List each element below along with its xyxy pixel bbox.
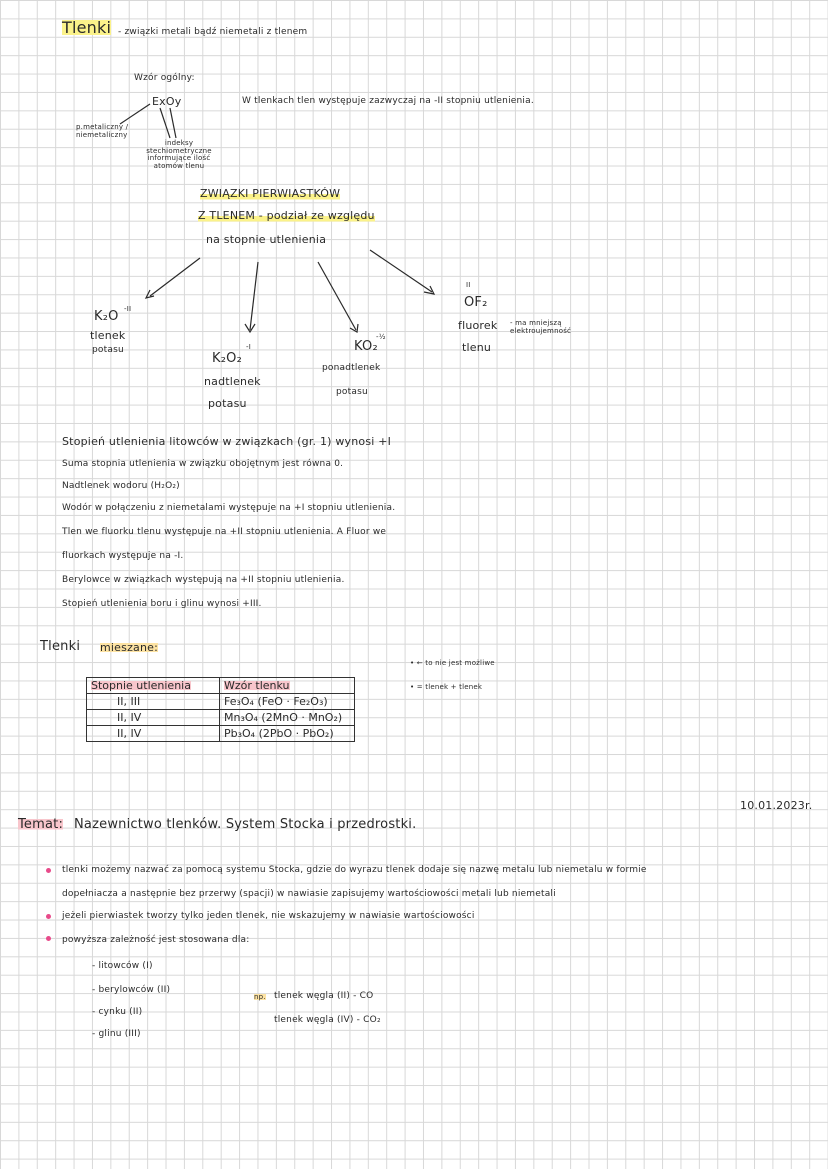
table-cell: Mn₃O₄ (2MnO · MnO₂) [220,710,355,726]
fact-2: Suma stopnia utlenienia w związku obojętnym jest równa 0. [62,459,344,469]
bullet-1: tlenki możemy nazwać za pomocą systemu Stocka, gdzie do wyrazu tlenek dodaje się nazwę metalu lub niemetalu w formie [62,865,647,875]
ex2-ox: -I [246,343,251,351]
formula-label: Wzór ogólny: [134,73,195,83]
table-cell: II, IV [87,726,220,742]
bullet-dot [46,914,51,919]
date: 10.01.2023r. [740,799,813,812]
formula-bottom-note: indeksy stechiometryczne informujące ilość atomów tlenu [146,139,212,171]
arrow-to-ex1 [150,258,200,296]
page-subtitle: - związki metali bądź niemetali z tlenem [118,27,308,37]
table-header-cell: Wzór tlenku [220,678,355,694]
center-line3: na stopnie utlenienia [206,233,327,246]
table-row [87,694,355,710]
fact-7: Berylowce w związkach występują na +II stopniu utlenienia. [62,575,345,585]
examples2-label: np. [254,993,266,1001]
formula-arrow-left [120,104,150,124]
bullet-2: jeżeli pierwiastek tworzy tylko jeden tlenek, nie wskazujemy w nawiasie wartościowości [62,911,475,921]
table-row [87,710,355,726]
ex1-name: tlenek [90,329,126,342]
ex3-sub: potasu [336,387,368,397]
arrow-to-ex4 [370,250,432,292]
formula-statement: W tlenkach tlen występuje zazwyczaj na -II stopniu utlenienia. [242,96,534,106]
formula-arrow-down [170,108,176,138]
table-cell: II, III [87,694,220,710]
ex2-formula: K₂O₂ [212,351,242,366]
examples2-1: tlenek węgla (II) - CO [274,991,374,1001]
fact-1: Stopień utlenienia litowców w związkach (gr. 1) wynosi +I [62,435,392,448]
bullet-3: powyższa zależność jest stosowana dla: [62,935,250,945]
ex4-sub: tlenu [462,341,492,354]
table-cell: II, IV [87,710,220,726]
arrow-to-ex2 [250,262,258,330]
ex2-sub: potasu [208,397,247,410]
table-row [87,726,355,742]
topic-title: Nazewnictwo tlenków. System Stocka i przedrostki. [74,817,417,832]
formula-left-note: p.metaliczny / niemetaliczny [76,123,129,139]
topic-label: Temat: [18,817,64,832]
ex4-formula: OF₂ [464,295,488,310]
ex4-name: fluorek [458,319,498,332]
ex1-sub: potasu [92,345,124,355]
ex1-ox: -II [124,305,132,313]
fact-4: Wodór w połączeniu z niemetalami występuje na +I stopniu utlenienia. [62,503,396,513]
ex4-ox: II [466,281,471,289]
fact-6: fluorkach występuje na -I. [62,551,184,561]
page-title: Tlenki [62,18,112,37]
ex3-formula: KO₂ [354,339,378,354]
list-item-3: - cynku (II) [92,1007,143,1017]
center-line1: ZWIĄZKI PIERWIASTKÓW [200,187,341,200]
fact-3: Nadtlenek wodoru (H₂O₂) [62,481,180,491]
table-cell: Fe₃O₄ (FeO · Fe₂O₃) [220,694,355,710]
bullet-1-cont: dopełniacza a następnie bez przerwy (spacji) w nawiasie zapisujemy wartościowości metali lub niemetali [62,889,556,899]
ex1-formula: K₂O [94,309,119,324]
list-item-4: - glinu (III) [92,1029,141,1039]
fact-8: Stopień utlenienia boru i glinu wynosi +III. [62,599,262,609]
center-line2: Z TLENEM - podział ze względu [198,209,375,222]
formula-expr: ExOy [152,95,182,108]
formula-arrow-down2 [160,108,170,138]
bullet-dot [46,868,51,873]
mixed-legend-1: • ← to nie jest możliwe [410,659,495,667]
list-item-1: - litowców (I) [92,961,153,971]
ex2-name: nadtlenek [204,375,261,388]
table-header-cell: Stopnie utlenienia [87,678,220,694]
mixed-subtitle: mieszane: [100,641,159,654]
arrow-to-ex3 [318,262,356,330]
mixed-legend-2: • = tlenek + tlenek [410,683,483,691]
ex3-name: ponadtlenek [322,363,381,373]
mixed-oxides-table [86,677,355,742]
ex4-note: - ma mniejszą elektroujemność [510,319,572,335]
ex3-ox: -½ [376,333,386,341]
table-cell: Pb₃O₄ (2PbO · PbO₂) [220,726,355,742]
fact-5: Tlen we fluorku tlenu występuje na +II stopniu utlenienia. A Fluor we [62,527,387,537]
table-header-row [87,678,355,694]
examples2-2: tlenek węgla (IV) - CO₂ [274,1015,381,1025]
bullet-dot [46,936,51,941]
list-item-2: - berylowców (II) [92,985,171,995]
mixed-title: Tlenki [40,639,81,654]
